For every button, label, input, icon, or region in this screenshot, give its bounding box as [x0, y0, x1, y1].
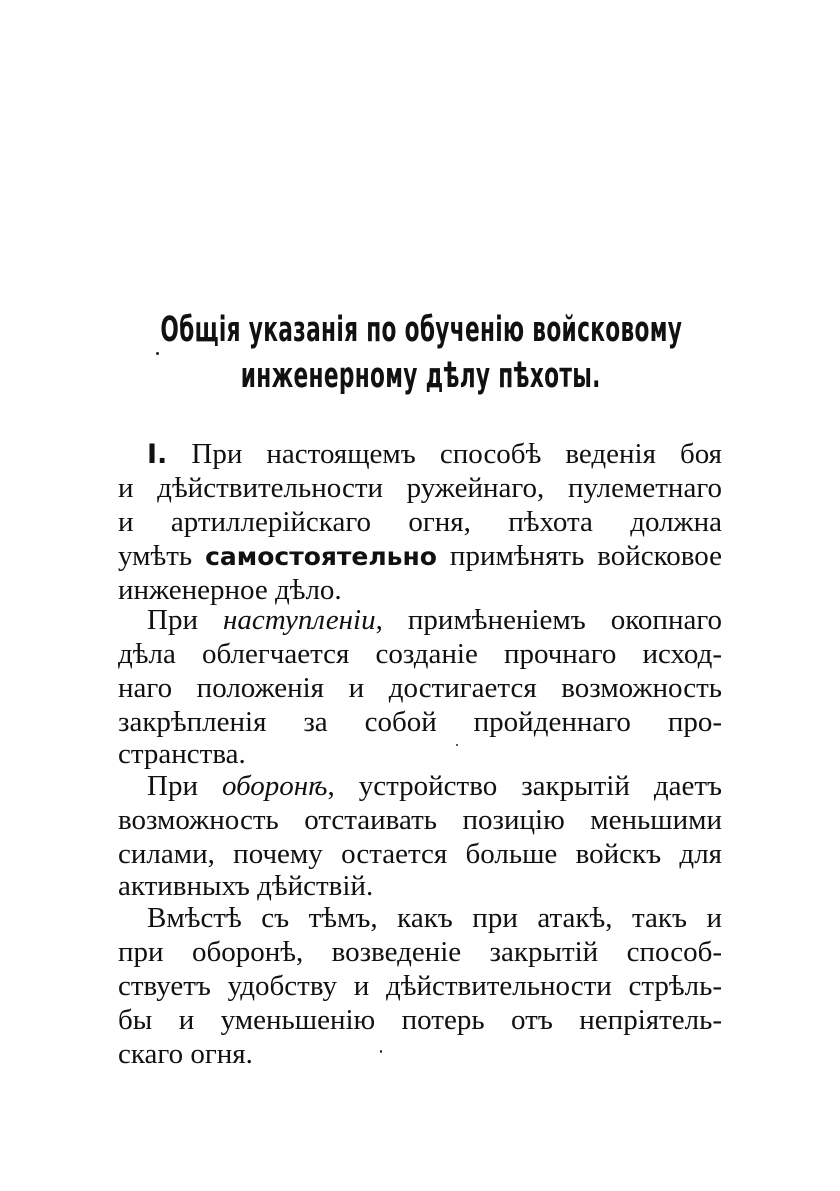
emphasis-italic: оборонѣ [221, 770, 328, 802]
paragraph-2-line-2: дѣла облегчается созданіе прочнаго исход- [118, 638, 722, 670]
paragraph-1-line-5: инженерное дѣло. [118, 574, 342, 606]
print-speck [156, 352, 159, 355]
paragraph-2-line-5: странства. [118, 738, 246, 770]
section-number: I. [147, 439, 168, 470]
paragraph-1-line-2: и дѣйствительности ружейнаго, пулеметнаго [118, 472, 722, 504]
paragraph-3-line-4: активныхъ дѣйствій. [118, 870, 374, 902]
emphasis-italic: наступленіи [223, 604, 376, 636]
paragraph-1-line-1: I. При настоящемъ способѣ веденія боя [147, 438, 723, 470]
paragraph-4-line-4: бы и уменьшенію потерь отъ непріятель- [118, 1004, 722, 1036]
paragraph-4-line-1: Вмѣстѣ съ тѣмъ, какъ при атакѣ, такъ и [147, 902, 722, 934]
paragraph-3-line-2: возможность отстаивать позицію меньшими [118, 804, 722, 836]
paragraph-2-line-1: При наступленіи, примѣненіемъ окопнаго [147, 604, 723, 636]
emphasis-bold: самостоятельно [205, 542, 437, 571]
paragraph-2-line-3: наго положенія и достигается возможность [118, 672, 722, 704]
section-heading-line-2: инженерному дѣлу пѣхоты. [240, 356, 601, 396]
print-speck [380, 1050, 382, 1053]
paragraph-4-line-2: при оборонѣ, возведеніе закрытій способ- [118, 936, 722, 968]
paragraph-1-line-3: и артиллерійскаго огня, пѣхота должна [118, 506, 722, 538]
section-heading-line-1: Общія указанія по обученію войсковому [160, 310, 683, 350]
print-speck [456, 744, 458, 746]
paragraph-4-line-3: ствуетъ удобству и дѣйствительности стрѣль- [118, 970, 722, 1002]
paragraph-4-line-5: скаго огня. [118, 1038, 253, 1070]
paragraph-1-line-4: умѣть самостоятельно примѣнять войсковое [118, 540, 723, 572]
paragraph-3-line-1: При оборонѣ, устройство закрытій даетъ [147, 770, 722, 802]
paragraph-2-line-4: закрѣпленія за собой пройденнаго про- [118, 706, 722, 738]
paragraph-3-line-3: силами, почему остается больше войскъ для [118, 838, 722, 870]
